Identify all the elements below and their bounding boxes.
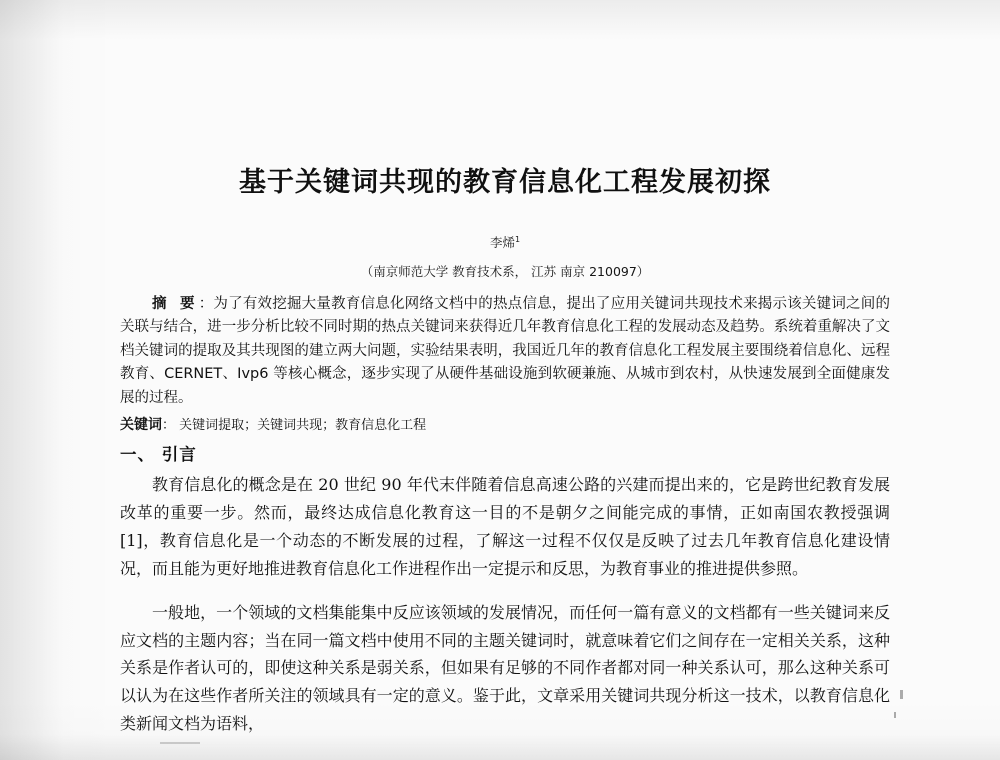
scan-speck	[900, 690, 903, 699]
author-name: 李烯	[489, 235, 515, 250]
body-paragraph: 教育信息化的概念是在 20 世纪 90 年代末伴随着信息高速公路的兴建而提出来的，它是跨世纪教育发展改革的重要一步。然而，最终达成信息化教育这一目的不是朝夕之间能完成的事情，正如南国农教授强调[1]，教育信息化是一个动态的不断发展的过程，了解这一过程不仅仅是反映了过去几年教育信息化建设情况，而且能为更好地推进教育信息化工作进程作出一定提示和反思，为教育事业的推进提供参照。	[120, 475, 890, 578]
abstract-block	[120, 293, 890, 410]
scan-shadow-left	[0, 0, 64, 760]
keywords-block	[120, 414, 890, 434]
affiliation-line: （南京师范大学 教育技术系， 江苏 南京 210097）	[360, 264, 650, 279]
keywords-text: ： 关键词提取；关键词共现；教育信息化工程	[162, 418, 427, 434]
body-paragraph: 一般地，一个领域的文档集能集中反应该领域的发展情况，而任何一篇有意义的文档都有一些关键词来反应文档的主题内容；当在同一篇文档中使用不同的主题关键词时，就意味着它们之间存在一定相关关系，这种关系是作者认可的，即使这种关系是弱关系，但如果有足够的不同作者都对同一种关系认可，那么这种关系可以认为在这些作者所关注的领域具有一定的意义。鉴于此，文章采用关键词共现分析这一技术，以教育信息化类新闻文档为语料，	[120, 602, 890, 734]
page-title: 基于关键词共现的教育信息化工程发展初探	[239, 167, 771, 198]
keywords-label: 关键词	[120, 417, 162, 434]
author-line	[120, 233, 890, 251]
page-text-column	[120, 0, 890, 760]
section-heading-introduction: 一、 引言	[120, 445, 197, 465]
scan-speck	[894, 712, 896, 718]
author-footnote-mark: 1	[514, 234, 521, 244]
abstract-text: ：为了有效挖掘大量教育信息化网络文档中的热点信息，提出了应用关键词共现技术来揭示该关键词之间的关联与结合，进一步分析比较不同时期的热点关键词来获得近几年教育信息化工程的发展动态及趋势。系统着重解决了文档关键词的提取及其共现图的建立两大问题，实验结果表明，我国近几年的教育信息化工程发展主要围绕着信息化、远程教育、CERNET、Ivp6 等核心概念，逐步实现了从硬件基础设施到软硬兼施、从城市到农村，从快速发展到全面健康发展的过程。	[120, 296, 890, 406]
abstract-label: 摘 要	[152, 296, 199, 312]
